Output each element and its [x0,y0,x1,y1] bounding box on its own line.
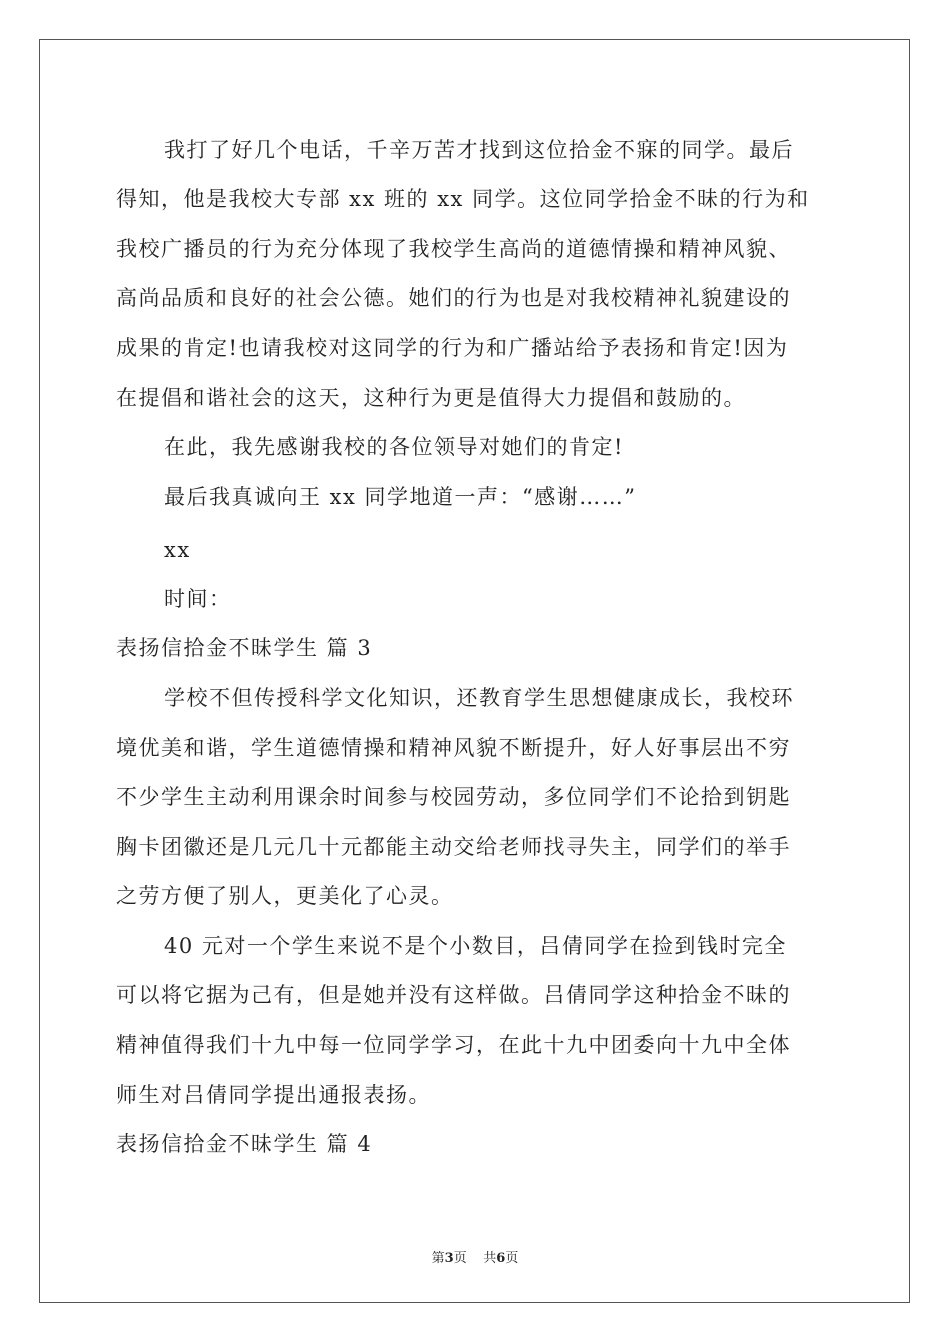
paragraph-4-line-4: 胸卡团徽还是几元几十元都能主动交给老师找寻失主，同学们的举手 [116,835,791,859]
paragraph-1-line-3: 我校广播员的行为充分体现了我校学生高尚的道德情操和精神风貌、 [116,237,791,261]
total-pages-number: 6 [496,1251,506,1266]
page-footer [0,1247,950,1266]
signature: xx [164,538,191,562]
current-page-number: 3 [444,1251,454,1266]
total-suffix: 页 [505,1251,519,1266]
paragraph-1-line-4: 高尚品质和良好的社会公德。她们的行为也是对我校精神礼貌建设的 [116,286,791,310]
section-heading-4: 表扬信拾金不昧学生 篇 4 [116,1132,373,1156]
paragraph-4-line-2: 境优美和谐，学生道德情操和精神风貌不断提升，好人好事层出不穷 [116,736,791,760]
time-label: 时间： [164,587,232,611]
paragraph-1-line-1: 我打了好几个电话，千辛万苦才找到这位拾金不寐的同学。最后 [164,138,794,162]
page-suffix: 页 [453,1251,467,1266]
paragraph-3: 最后我真诚向王 xx 同学地道一声：“感谢……” [164,485,637,509]
paragraph-1-line-2: 得知，他是我校大专部 xx 班的 xx 同学。这位同学拾金不昧的行为和 [116,187,810,211]
paragraph-5-line-2: 可以将它据为己有，但是她并没有这样做。吕倩同学这种拾金不昧的 [116,983,791,1007]
paragraph-4-line-5: 之劳方便了别人，更美化了心灵。 [116,884,454,908]
paragraph-4-line-1: 学校不但传授科学文化知识，还教育学生思想健康成长，我校环 [164,686,794,710]
paragraph-4-line-3: 不少学生主动利用课余时间参与校园劳动，多位同学们不论拾到钥匙 [116,785,791,809]
paragraph-5-line-1: 40 元对一个学生来说不是个小数目，吕倩同学在捡到钱时完全 [164,934,787,958]
page-prefix: 第 [431,1251,445,1266]
paragraph-1-line-5: 成果的肯定!也请我校对这同学的行为和广播站给予表扬和肯定!因为 [116,336,789,360]
paragraph-5-line-4: 师生对吕倩同学提出通报表扬。 [116,1083,431,1107]
total-prefix: 共 [483,1251,497,1266]
paragraph-5-line-3: 精神值得我们十九中每一位同学学习，在此十九中团委向十九中全体 [116,1033,791,1057]
section-heading-3: 表扬信拾金不昧学生 篇 3 [116,636,373,660]
paragraph-1-line-6: 在提倡和谐社会的这天，这种行为更是值得大力提倡和鼓励的。 [116,386,746,410]
paragraph-2: 在此，我先感谢我校的各位领导对她们的肯定! [164,435,624,459]
page-border [39,39,910,1303]
